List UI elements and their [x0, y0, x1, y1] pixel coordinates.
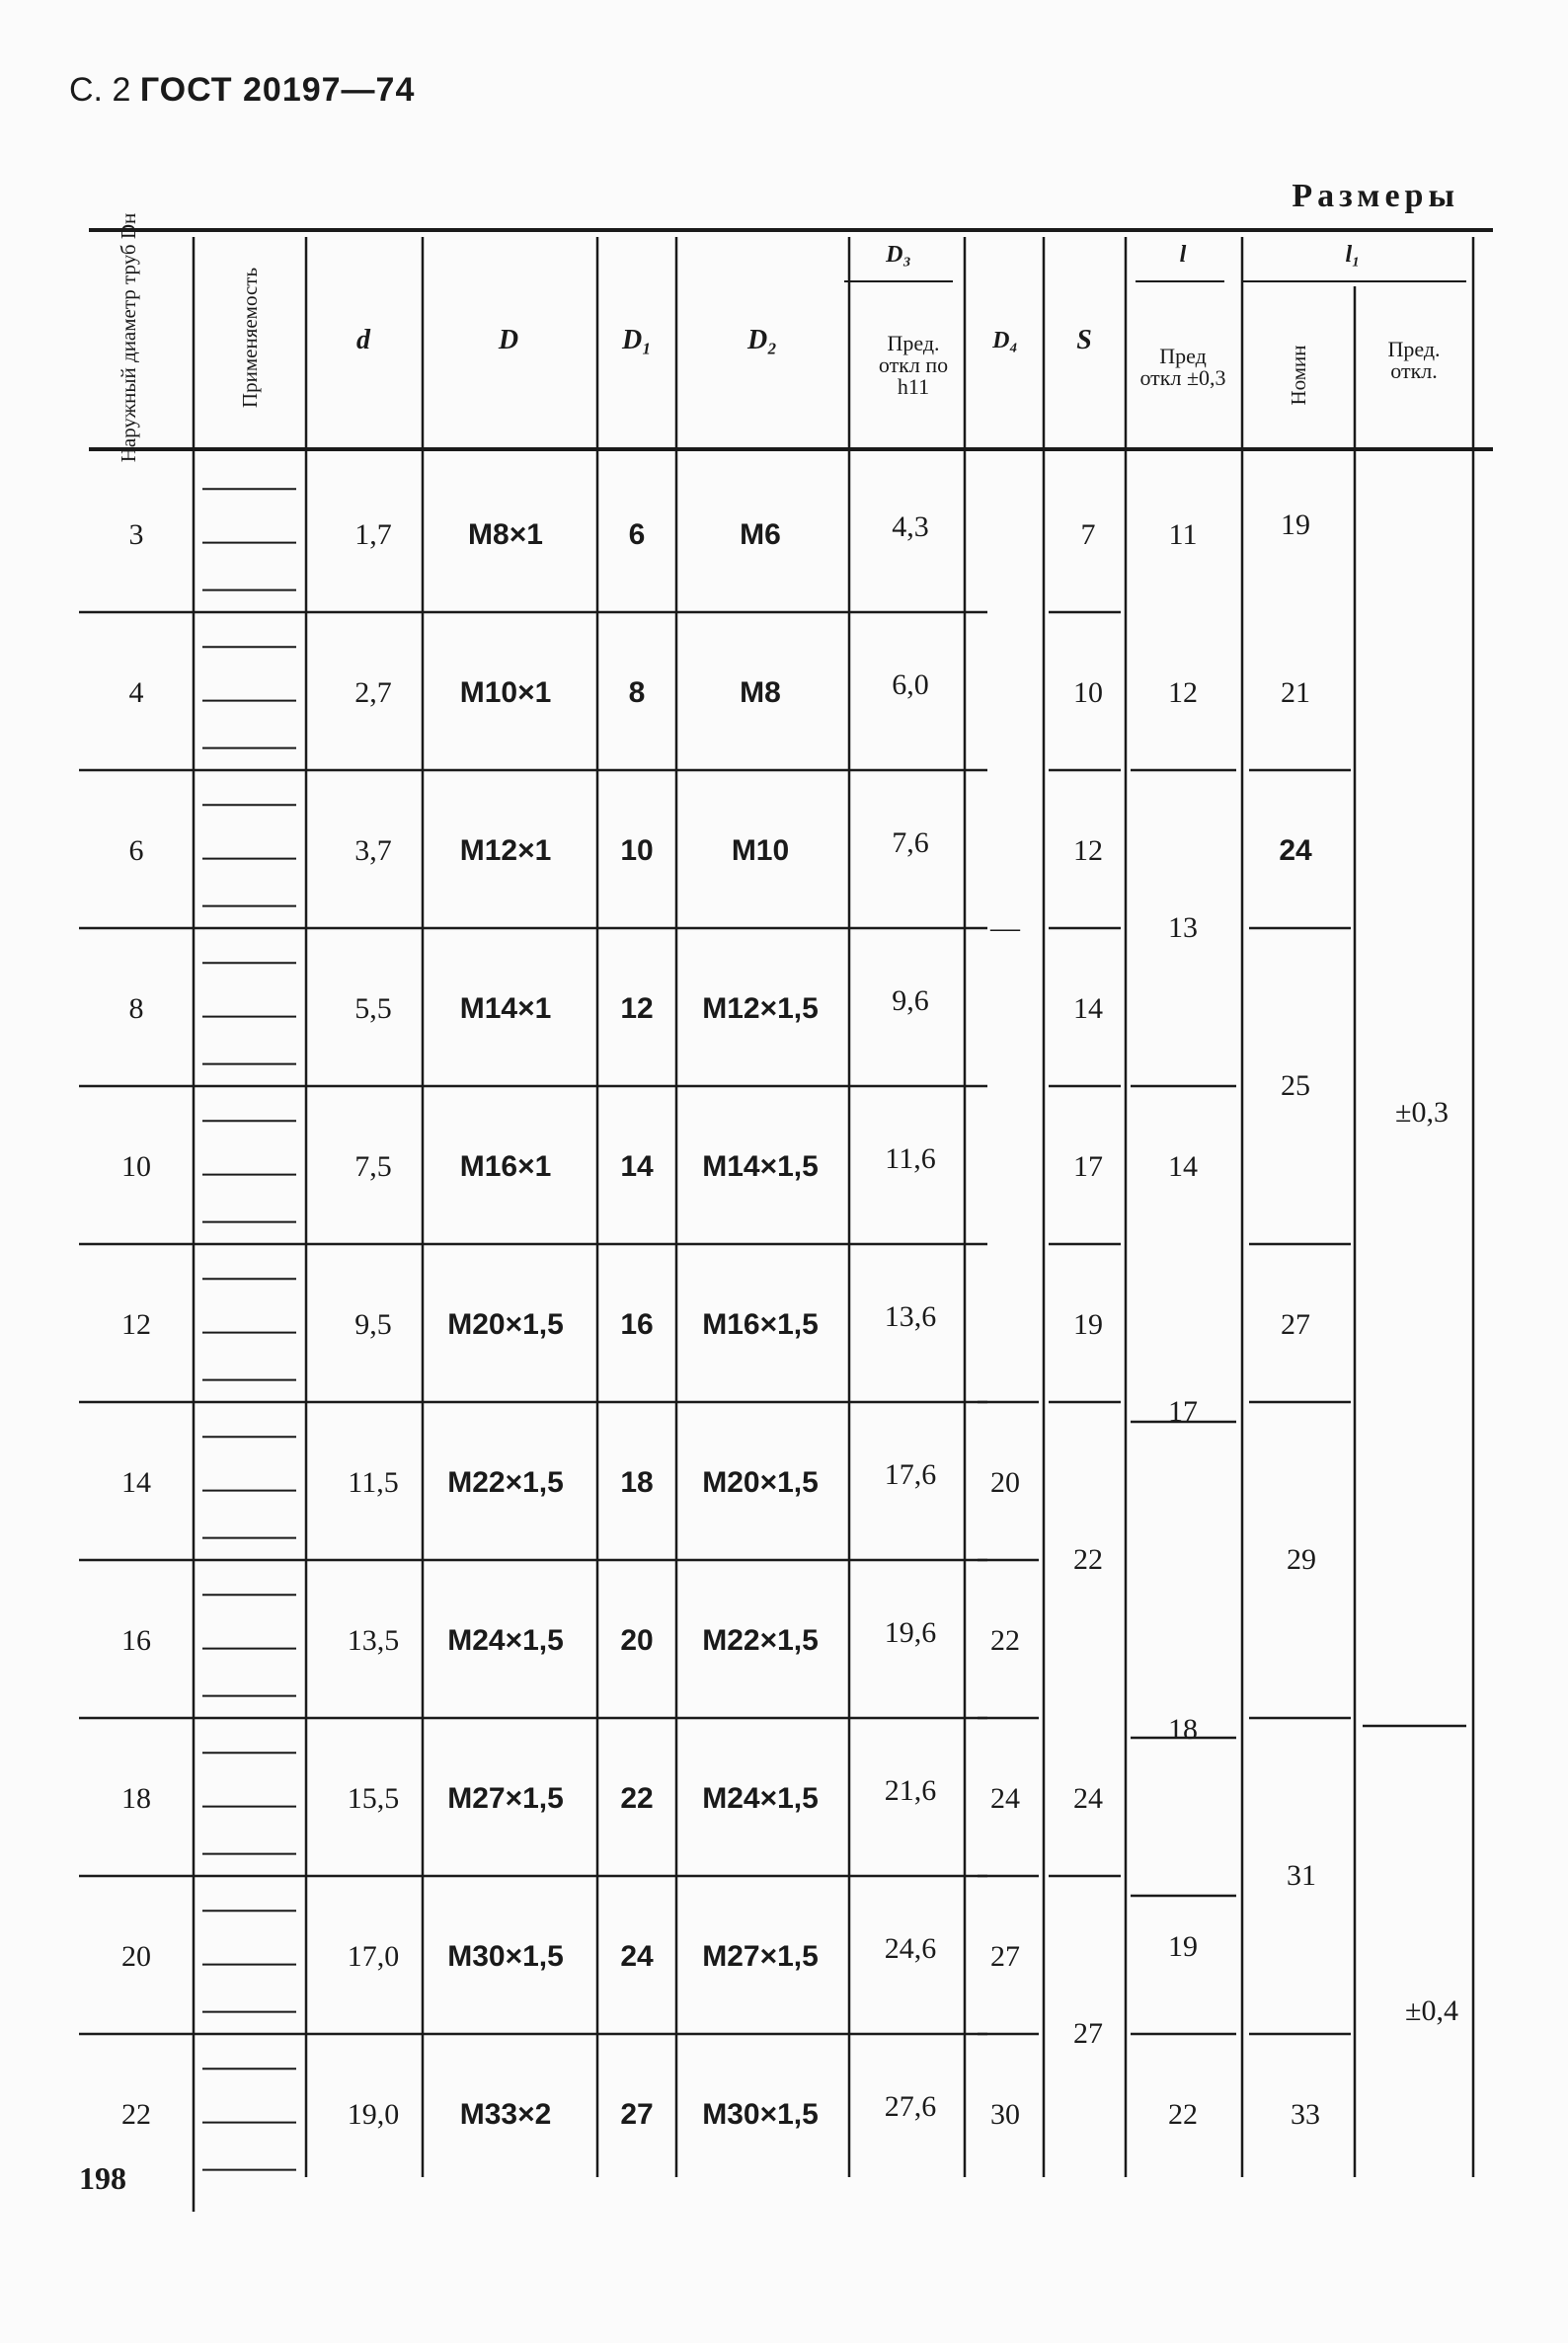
cell-outer-diameter: 20	[121, 1940, 151, 1973]
cell-D3: 19,6	[884, 1616, 937, 1649]
cell-l1-nominal: 33	[1291, 2098, 1320, 2131]
cell-D3: 13,6	[884, 1300, 937, 1333]
cell-D4: 24	[990, 1782, 1020, 1815]
cell-outer-diameter: 8	[128, 992, 144, 1025]
header-D1: D₁	[622, 325, 652, 355]
header-S: S	[1076, 325, 1092, 355]
cell-S: 24	[1073, 1782, 1103, 1815]
cell-outer-diameter: 3	[128, 518, 144, 551]
cell-D: M14×1	[459, 992, 552, 1025]
cell-D4-dash: —	[990, 911, 1020, 944]
cell-l1-tolerance: ±0,4	[1405, 1994, 1458, 2027]
cell-D2: M6	[740, 518, 781, 551]
cell-D1: 18	[620, 1466, 654, 1499]
header-D4: D₄	[992, 328, 1018, 353]
cell-D2: M8	[740, 676, 781, 709]
cell-D3: 9,6	[892, 984, 929, 1017]
cell-d: 2,7	[354, 676, 392, 709]
cell-D2: M20×1,5	[702, 1466, 819, 1499]
header-l1: l₁	[1345, 242, 1361, 268]
cell-D3: 11,6	[885, 1142, 936, 1175]
header-outer-diameter	[118, 213, 139, 463]
cell-D3: 21,6	[884, 1774, 937, 1807]
cell-D3: 27,6	[884, 2090, 937, 2123]
cell-S: 14	[1073, 992, 1103, 1025]
header-D2: D₂	[747, 325, 777, 355]
cell-outer-diameter: 6	[128, 834, 144, 867]
cell-d: 5,5	[354, 992, 392, 1025]
cell-D: M27×1,5	[447, 1782, 564, 1815]
cell-l1-tolerance: ±0,3	[1395, 1096, 1449, 1129]
cell-l: 19	[1168, 1930, 1198, 1963]
header-l-tolerance: Пред откл ±0,3	[1139, 344, 1226, 390]
cell-D2: M24×1,5	[702, 1782, 819, 1815]
header-applicability-label: Применяемость	[237, 267, 262, 409]
table-caption: Размеры	[1292, 178, 1459, 214]
header-D3-tolerance: Пред. откл по h11	[878, 331, 949, 399]
cell-l: 13	[1168, 911, 1198, 944]
cell-l: 11	[1168, 518, 1198, 551]
cell-l: 22	[1168, 2098, 1198, 2131]
cell-D3: 7,6	[892, 826, 929, 859]
cell-D: M20×1,5	[447, 1308, 564, 1341]
cell-l1-nominal: 19	[1281, 508, 1310, 541]
cell-d: 9,5	[354, 1308, 392, 1341]
cell-D1: 10	[620, 834, 654, 867]
cell-D4: 27	[990, 1940, 1020, 1973]
cell-D2: M10	[731, 834, 790, 867]
cell-D: M8×1	[468, 518, 543, 551]
cell-outer-diameter: 10	[121, 1150, 151, 1183]
cell-D2: M30×1,5	[702, 2098, 819, 2131]
cell-D1: 12	[620, 992, 654, 1025]
cell-D3: 24,6	[884, 1932, 937, 1965]
header-l: l	[1179, 242, 1187, 268]
cell-l: 18	[1168, 1713, 1198, 1746]
cell-S: 27	[1073, 2017, 1103, 2050]
cell-D3: 17,6	[884, 1458, 937, 1491]
cell-D2: M14×1,5	[702, 1150, 819, 1183]
cell-D1: 27	[620, 2098, 654, 2131]
header-d: d	[356, 325, 370, 355]
cell-D1: 6	[628, 518, 646, 551]
header-applicability	[239, 268, 261, 408]
cell-D4: 22	[990, 1624, 1020, 1657]
cell-D: M22×1,5	[447, 1466, 564, 1499]
page-number: 198	[79, 2160, 126, 2196]
cell-D4: 20	[990, 1466, 1020, 1499]
cell-outer-diameter: 16	[121, 1624, 151, 1657]
cell-d: 1,7	[354, 518, 392, 551]
cell-d: 15,5	[347, 1782, 400, 1815]
cell-D: M33×2	[459, 2098, 552, 2131]
cell-S: 19	[1073, 1308, 1103, 1341]
header-D: D	[498, 325, 519, 355]
cell-D2: M16×1,5	[702, 1308, 819, 1341]
header-outer-diameter-label: Наружный диаметр труб Dн	[116, 212, 140, 463]
cell-l1-nominal: 27	[1281, 1308, 1310, 1341]
cell-S: 10	[1073, 676, 1103, 709]
cell-d: 13,5	[347, 1624, 400, 1657]
cell-D2: M27×1,5	[702, 1940, 819, 1973]
cell-outer-diameter: 22	[121, 2098, 151, 2131]
cell-D1: 24	[620, 1940, 654, 1973]
cell-D3: 4,3	[892, 510, 929, 543]
cell-l1-nominal: 21	[1281, 676, 1310, 709]
cell-D: M16×1	[459, 1150, 552, 1183]
cell-d: 11,5	[348, 1466, 399, 1499]
cell-D1: 14	[620, 1150, 654, 1183]
cell-D3: 6,0	[892, 668, 929, 701]
page-prefix: С. 2	[69, 71, 131, 109]
cell-l1-nominal: 24	[1279, 834, 1312, 867]
cell-d: 19,0	[347, 2098, 400, 2131]
cell-l1-nominal: 31	[1287, 1859, 1316, 1892]
cell-d: 7,5	[354, 1150, 392, 1183]
cell-S: 22	[1073, 1543, 1103, 1576]
cell-outer-diameter: 18	[121, 1782, 151, 1815]
cell-outer-diameter: 12	[121, 1308, 151, 1341]
cell-D: M24×1,5	[447, 1624, 564, 1657]
cell-D1: 16	[620, 1308, 654, 1341]
cell-l1-nominal: 25	[1281, 1069, 1310, 1102]
cell-outer-diameter: 4	[128, 676, 144, 709]
cell-S: 17	[1073, 1150, 1103, 1183]
cell-D1: 22	[620, 1782, 654, 1815]
cell-D: M10×1	[459, 676, 552, 709]
cell-D: M12×1	[459, 834, 552, 867]
cell-l: 12	[1168, 676, 1198, 709]
cell-outer-diameter: 14	[121, 1466, 151, 1499]
header-D3: D₃	[886, 242, 911, 268]
cell-D: M30×1,5	[447, 1940, 564, 1973]
cell-S: 12	[1073, 834, 1103, 867]
cell-d: 17,0	[347, 1940, 400, 1973]
standard-number: ГОСТ 20197—74	[139, 71, 416, 109]
cell-l: 14	[1168, 1150, 1198, 1183]
cell-D2: M22×1,5	[702, 1624, 819, 1657]
cell-d: 3,7	[354, 834, 392, 867]
cell-D2: M12×1,5	[702, 992, 819, 1025]
header-l1-tolerance: Пред. откл.	[1387, 337, 1441, 383]
header-l1-nominal-label: Номин	[1286, 345, 1310, 406]
cell-D4: 30	[990, 2098, 1020, 2131]
header-l1-nominal	[1288, 345, 1309, 405]
cell-S: 7	[1080, 518, 1096, 551]
cell-l: 17	[1168, 1395, 1198, 1428]
cell-D1: 8	[628, 676, 646, 709]
cell-D1: 20	[620, 1624, 654, 1657]
cell-l1-nominal: 29	[1287, 1543, 1316, 1576]
